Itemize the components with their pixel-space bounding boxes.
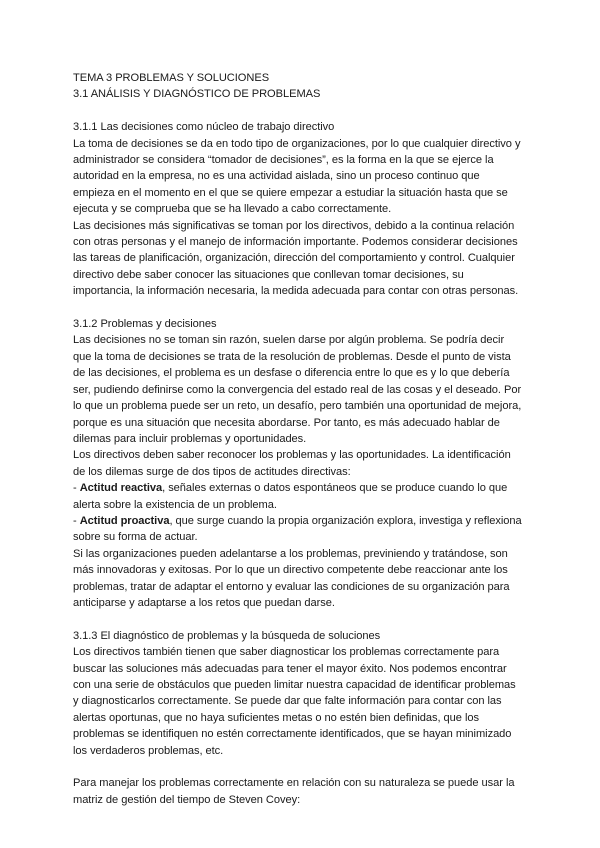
paragraph-line: de los dilemas surge de dos tipos de actitudes directivas: (73, 465, 351, 478)
paragraph-line: dilemas para incluir problemas y oportunidades. (73, 432, 307, 445)
paragraph-line: Las decisiones más significativas se toman por los directivos, debido a la continua relación (73, 219, 515, 232)
paragraph-line: con otras personas y el manejo de información importante. Podemos considerar decisiones (73, 236, 518, 249)
bullet-term-proactive: Actitud proactiva (79, 514, 170, 527)
paragraph-line: administrador se considera “tomador de decisiones”, es la forma en la que se ejerce la (73, 154, 494, 167)
document-title: TEMA 3 PROBLEMAS Y SOLUCIONES (73, 72, 270, 84)
section-title: 3.1 ANÁLISIS Y DIAGNÓSTICO DE PROBLEMAS (73, 88, 321, 101)
paragraph-line: problemas se identifiquen no estén correctamente identificados, que se hayan minimizado (73, 728, 512, 741)
paragraph-line: La toma de decisiones se da en todo tipo de organizaciones, por lo que cualquier directivo y (73, 137, 521, 150)
spacer (73, 103, 528, 119)
subsection-heading-3-1-3: 3.1.3 El diagnóstico de problemas y la búsqueda de soluciones (73, 629, 381, 642)
paragraph-line: autoridad en la empresa, no es una actividad aislada, sino un proceso continuo que (73, 170, 480, 183)
paragraph-line: ejecuta y se comprueba que se ha llevado a cabo correctamente. (73, 203, 392, 216)
paragraph-line: importancia, la información necesaria, la medida adecuada para contar con otras personas. (73, 285, 519, 298)
paragraph-line: con una serie de obstáculos que pueden limitar nuestra capacidad de identificar problemas (73, 678, 516, 691)
paragraph-line: Para manejar los problemas correctamente en relación con su naturaleza se puede usar la (73, 777, 515, 790)
bullet-reactive (73, 480, 528, 496)
paragraph-line: buscar las soluciones más adecuadas para tener el mayor éxito. Nos podemos encontrar (73, 662, 507, 675)
bullet-term-reactive: Actitud reactiva (79, 482, 163, 495)
spacer (73, 759, 528, 775)
paragraph-line: de las decisiones, el problema es un desfase o diferencia entre lo que es y lo que debería (73, 367, 510, 380)
paragraph-line: ser, pudiendo definirse como la convergencia del estado real de las cosas y el deseado. Por (73, 383, 522, 396)
paragraph-line: lo que un problema puede ser un reto, un desafío, pero también una oportunidad de mejora, (73, 400, 522, 413)
paragraph-line: Los directivos también tienen que saber diagnosticar los problemas correctamente para (73, 646, 500, 659)
subsection-heading-3-1-1: 3.1.1 Las decisiones como núcleo de trabajo directivo (73, 121, 335, 134)
paragraph-line: Si las organizaciones pueden adelantarse a los problemas, previniendo y tratándose, son (73, 547, 508, 560)
paragraph-line: más innovadoras y exitosas. Por lo que un directivo competente debe reaccionar ante los (73, 564, 508, 577)
paragraph-line: matriz de gestión del tiempo de Steven Covey: (73, 793, 301, 806)
bullet-proactive (73, 513, 528, 529)
paragraph-line: Las decisiones no se toman sin razón, suelen darse por algún problema. Se podría decir (73, 334, 505, 347)
spacer (73, 300, 528, 316)
paragraph-line: que la toma de decisiones se trata de la resolución de problemas. Desde el punto de vista (73, 350, 511, 363)
paragraph-line: sobre su forma de actuar. (73, 531, 198, 544)
paragraph-line: empieza en el momento en el que se quiere empezar a estudiar la situación hasta que se (73, 186, 508, 199)
bullet-text: , señales externas o datos espontáneos que se produce cuando lo que (162, 482, 508, 495)
paragraph-line: directivo debe saber conocer las situaciones que conllevan tomar decisiones, su (73, 268, 464, 281)
paragraph-line: anticiparse y adaptarse a los retos que puedan darse. (73, 596, 335, 609)
paragraph-line: problemas, tratar de adaptar el entorno y evaluar las condiciones de su organización para (73, 580, 510, 593)
bullet-text: , que surge cuando la propia organización explora, investiga y reflexiona (169, 514, 522, 527)
bullet-dash: - (73, 514, 80, 527)
subsection-heading-3-1-2: 3.1.2 Problemas y decisiones (73, 318, 217, 331)
spacer (73, 611, 528, 627)
paragraph-line: porque es una situación que necesita abordarse. Por tanto, es más adecuado hablar de (73, 416, 500, 429)
paragraph-line: Los directivos deben saber reconocer los problemas y las oportunidades. La identificación (73, 449, 511, 462)
paragraph-line: alerta sobre la existencia de un problema. (73, 498, 277, 511)
bullet-dash: - (73, 482, 80, 495)
paragraph-line: los verdaderos problemas, etc. (73, 744, 224, 757)
paragraph-line: alertas oportunas, que no haya suficientes metas o no estén bien definidas, que los (73, 711, 479, 724)
paragraph-line: y diagnosticarlos correctamente. Se puede dar que falte información para contar con las (73, 695, 502, 708)
paragraph-line: las tareas de planificación, organización, dirección del comportamiento y control. Cualquier (73, 252, 515, 265)
